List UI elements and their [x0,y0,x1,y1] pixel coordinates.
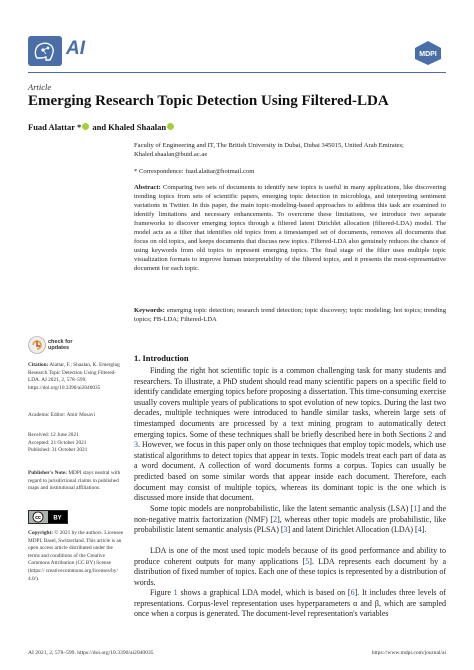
reference-link[interactable]: 5 [305,556,310,566]
svg-text:BY: BY [53,515,62,522]
footer-citation[interactable]: AI 2021, 2, 578–599. https://doi.org/10.3390/ai2040035 [28,650,154,656]
journal-name: AI [66,38,85,59]
paragraph-1: Finding the right hot scientific topic is a common challenging task for many students and researchers. To illustrate, a PhD student should read many scientific papers on a specific field to identify candidate emerging topics before proposing a dissertation. This time-consuming exercise usually covers multiple years of publications to spot evolution of new topics. During the last two decades, multiple techniques were introduced to handle similar tasks, wherein large sets of timestamped documents are processed by a text mining program to automatically detect emerging topics. Some of these techniques shall be briefly described here in both Sections 2 and 3. However, we focus in this paper only on those techniques that employ topic models, which use statistical algorithms to detect topics that appear in texts. Topic models treat each part of data as a word document. A collection of word documents forms a corpus. Topics can usually be predicted based on some similar words that appear inside each document. Therefore, each document may consist of multiple topics, whereas its dominant topic is the one which is discussed more inside that document. [134,366,446,503]
reference-link[interactable]: 2 [273,514,278,524]
paragraph-4: Figure 1 shows a graphical LDA model, which is based on [6]. It includes three levels of representations. Corpus-level representation uses hyperparameters α and β, which are sampled once when a corpus is generated. The document-level representation's variables [134,588,446,619]
paragraph-2: Some topic models are nonprobabilistic, like the latent semantic analysis (LSA) [1] and the non-negative matrix factorization (NMF) [2], whereas other topic models are probabilistic, like probabilistic latent semantic analysis (PLSA) [3] and latent Dirichlet Allocation (LDA) [4]. [134,504,447,535]
svg-text:cc: cc [35,515,41,521]
section-link[interactable]: 3 [134,440,138,450]
dates: Received: 12 June 2021 Accepted: 21 October 2021 Published: 31 October 2021 [28,432,88,454]
author-1[interactable]: Fuad Alattar * [28,122,82,132]
citation: Citation: Alattar, F.; Shaalan, K. Emerging Research Topic Detection Using Filtered-LDA. AI 2021, 2, 578–599. https://doi.org/10.3390/ai2040035 [28,362,120,391]
abstract-text: Comparing two sets of documents to identify new topics is useful in many applications, like discovering trending topics from sets of scientific papers, emerging topic detection in microblogs, and interpreting sentiment variations in Twitter. In this paper, the main topic-modeling-based approaches to address this task are examined to identify limitations and necessary enhancements. To overcome these limitations, we introduce two separate frameworks to discover emerging topics through a filtered latent Dirichlet allocation (filtered-LDA) model. The model acts as a filter that identifies old topics from a timestamped set of documents, removes all documents that focus on old topics, and keeps documents that discuss new topics. Filtered-LDA also genuinely reduces the chance of using keywords from old topics to represent emerging topics. The final stage of the filter uses multiple topic visualization formats to improve human interpretability of the filtered topics, and it presents the most-representative document for each topic. [134,184,446,273]
article-title: Emerging Research Topic Detection Using Filtered-LDA [28,93,389,109]
reference-link[interactable]: 6 [350,588,355,597]
journal-logo-icon [28,36,62,66]
reference-link[interactable]: 4 [417,525,422,535]
orcid-icon[interactable] [82,123,89,130]
section-title: 1. Introduction [134,353,189,363]
copyright: Copyright: © 2021 by the authors. Licensee MDPI, Basel, Switzerland. This article is an open access article distributed under the terms and conditions of the Creative Commons Attribution (CC BY) license (https:// creativecommons.org/licenses/by/ 4.0/). [28,530,124,582]
cc-by-license-icon[interactable] [28,510,68,524]
paragraph-3: LDA is one of the most used topic models because of its good performance and ability to produce coherent outputs for many applications [5]. LDA represents each document by a distribution of fixed number of topics. Each one of these topics is represented by a distribution of words. [134,546,446,587]
orcid-icon[interactable] [167,123,174,130]
authors [28,122,175,132]
reference-link[interactable]: 1 [413,504,418,513]
abstract-label: Abstract: [134,184,161,191]
check-for-updates-icon[interactable] [28,336,46,354]
abstract [134,183,446,273]
reference-link[interactable]: 3 [283,525,288,535]
correspondence: * Correspondence: fuad.alattar@hotmail.com [134,168,255,175]
svg-text:MDPI: MDPI [419,51,437,58]
figure-link[interactable]: 1 [173,588,178,597]
keywords [134,306,446,324]
mdpi-logo-icon [414,40,442,66]
section-link[interactable]: 2 [428,429,433,439]
keywords-label: Keywords: [134,307,165,314]
affiliation: Faculty of Engineering and IT, The British University in Dubai, Dubai 345015, United Arab Emirates; Khaled.shaalan@buid.ac.ae [134,142,404,158]
article-type: Article [28,82,52,92]
author-2[interactable]: and Khaled Shaalan [90,122,167,132]
check-for-updates-label[interactable]: check for updates [48,339,73,352]
header-divider [28,72,446,73]
footer-journal-url[interactable]: https://www.mdpi.com/journal/ai [371,650,446,656]
academic-editor: Academic Editor: Amir Mosavi [28,412,95,418]
publisher-note: Publisher's Note: MDPI stays neutral with regard to jurisdictional claims in published maps and institutional affiliations. [28,470,121,492]
keywords-text: emerging topic detection; research trend detection; topic discovery; topic modeling; hot topics; trending topics; FB-LDA; Filtered-LDA [134,307,446,324]
